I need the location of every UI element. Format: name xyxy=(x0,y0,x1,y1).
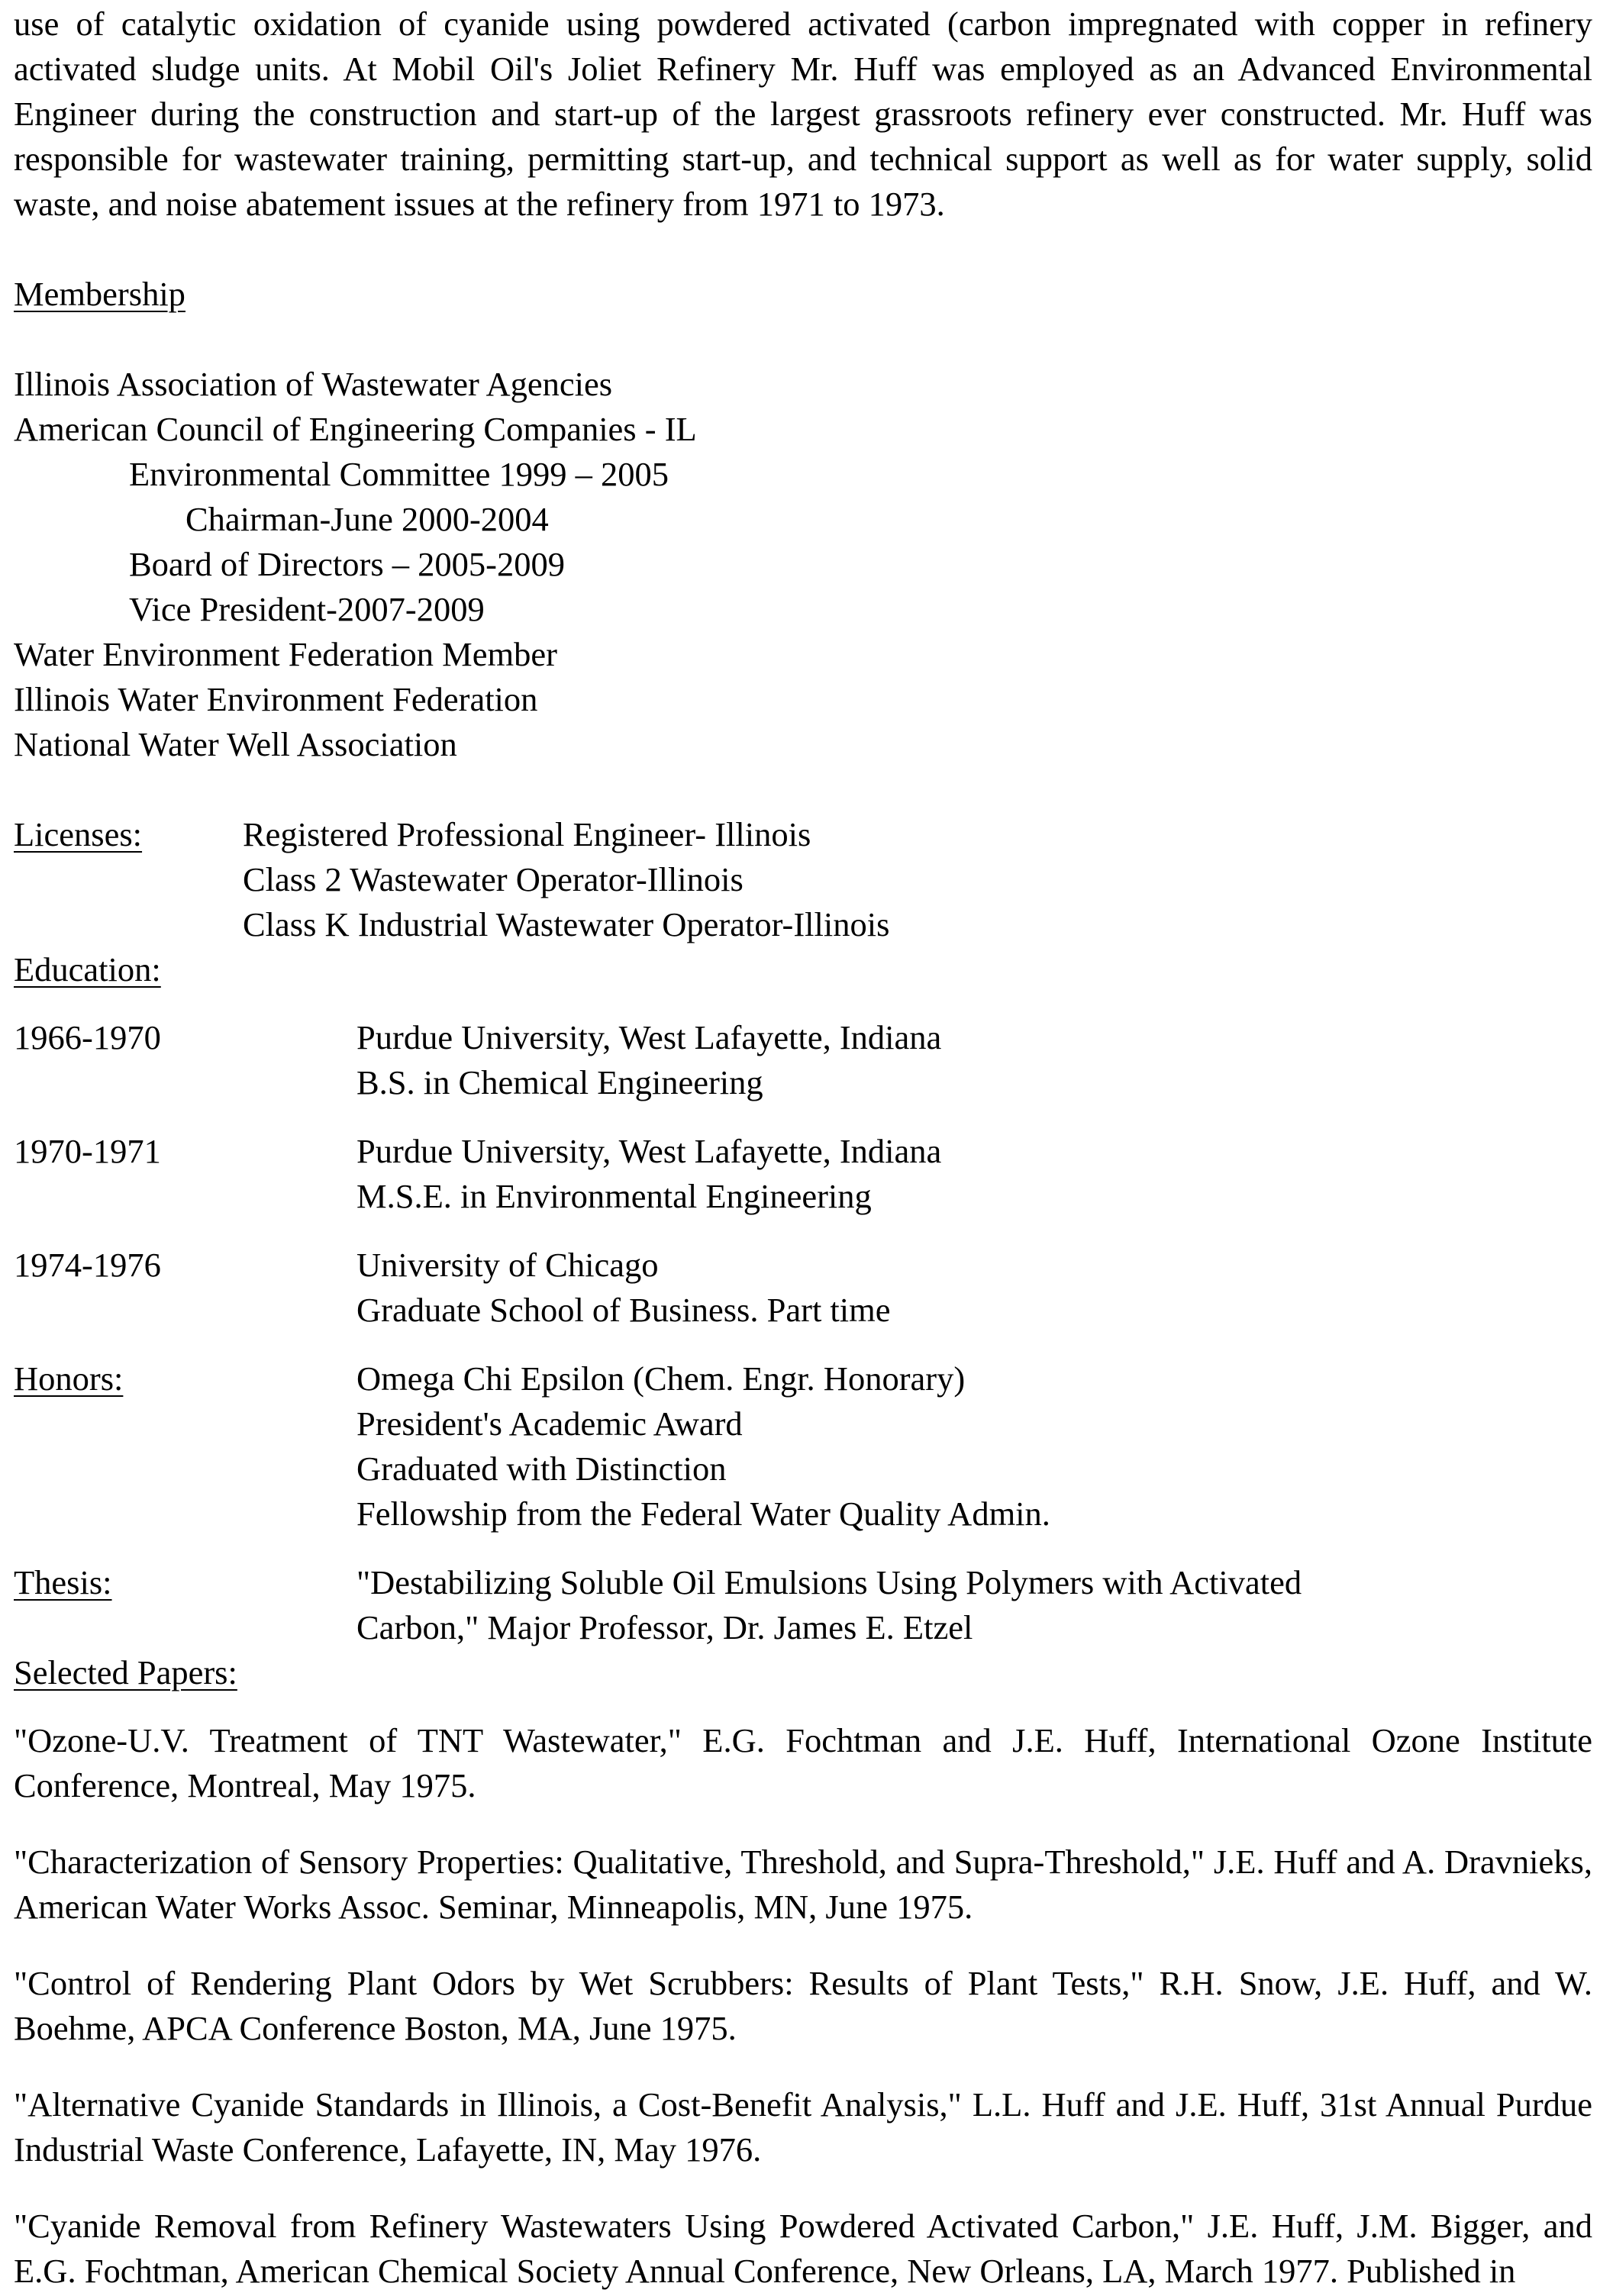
thesis-label: Thesis: xyxy=(14,1563,112,1601)
thesis-section xyxy=(14,1560,1592,1650)
honor-item: Omega Chi Epsilon (Chem. Engr. Honorary) xyxy=(356,1359,966,1398)
paper-citation: "Cyanide Removal from Refinery Wastewaters Using Powdered Activated Carbon," J.E. Huff, J.M. Bigger, and E.G. Fochtman, American Chemical Society Annual Conference, New Orleans, LA, March 1977. Published in xyxy=(14,2207,1592,2290)
licenses-label: Licenses: xyxy=(14,815,143,853)
membership-item: Illinois Water Environment Federation xyxy=(14,680,538,718)
education-years: 1974-1976 xyxy=(14,1246,161,1284)
education-entry xyxy=(14,1243,1592,1333)
membership-heading: Membership xyxy=(14,275,185,313)
membership-item: National Water Well Association xyxy=(14,725,457,763)
paper-citation: "Characterization of Sensory Properties: Qualitative, Threshold, and Supra-Threshold," J.E. Huff and A. Dravnieks, American Water Works Assoc. Seminar, Minneapolis, MN, June 1975. xyxy=(14,1843,1592,1926)
honors-section xyxy=(14,1356,1592,1537)
membership-subitem: Environmental Committee 1999 – 2005 xyxy=(129,455,669,493)
license-item: Class K Industrial Wastewater Operator-Illinois xyxy=(243,905,890,943)
license-item: Class 2 Wastewater Operator-Illinois xyxy=(243,860,744,898)
intro-paragraph: use of catalytic oxidation of cyanide using powdered activated (carbon impregnated with copper in refinery activated sludge units. At Mobil Oil's Joliet Refinery Mr. Huff was employed as an Advanced Environmental Engineer during the construction and start-up of the largest grassroots refinery ever constructed. Mr. Huff was responsible for wastewater training, permitting start-up, and technical support as well as for water supply, solid waste, and noise abatement issues at the refinery from 1971 to 1973. xyxy=(14,5,1592,223)
paper-citation: "Alternative Cyanide Standards in Illinois, a Cost-Benefit Analysis," L.L. Huff and J.E. Huff, 31st Annual Purdue Industrial Waste Conference, Lafayette, IN, May 1976. xyxy=(14,2085,1592,2169)
licenses-list xyxy=(243,812,1592,947)
education-years: 1966-1970 xyxy=(14,1018,161,1056)
education-institution: Purdue University, West Lafayette, Indiana xyxy=(356,1018,942,1056)
honor-item: President's Academic Award xyxy=(356,1404,743,1443)
membership-item: American Council of Engineering Companies - IL xyxy=(14,410,697,448)
education-heading: Education: xyxy=(14,950,161,988)
honors-list xyxy=(356,1356,1592,1537)
education-degree: B.S. in Chemical Engineering xyxy=(356,1063,763,1101)
membership-subitem: Chairman-June 2000-2004 xyxy=(185,500,549,538)
paper-citation: "Control of Rendering Plant Odors by Wet Scrubbers: Results of Plant Tests," R.H. Snow, J.E. Huff, and W. Boehme, APCA Conference Boston, MA, June 1975. xyxy=(14,1964,1592,2047)
papers-heading: Selected Papers: xyxy=(14,1653,237,1691)
education-degree: Graduate School of Business. Part time xyxy=(356,1291,891,1329)
license-item: Registered Professional Engineer- Illinois xyxy=(243,815,811,853)
thesis-title-line: "Destabilizing Soluble Oil Emulsions Using Polymers with Activated xyxy=(356,1563,1302,1601)
education-institution: University of Chicago xyxy=(356,1246,659,1284)
honor-item: Graduated with Distinction xyxy=(356,1450,727,1488)
education-degree: M.S.E. in Environmental Engineering xyxy=(356,1177,872,1215)
education-entry xyxy=(14,1129,1592,1219)
membership-item: Water Environment Federation Member xyxy=(14,635,557,673)
honor-item: Fellowship from the Federal Water Quality Admin. xyxy=(356,1495,1050,1533)
education-entry xyxy=(14,1015,1592,1105)
membership-subitem: Vice President-2007-2009 xyxy=(129,590,485,628)
membership-item: Illinois Association of Wastewater Agencies xyxy=(14,365,613,403)
licenses-section xyxy=(14,812,1592,947)
paper-citation: "Ozone-U.V. Treatment of TNT Wastewater," E.G. Fochtman and J.E. Huff, International Ozone Institute Conference, Montreal, May 1975. xyxy=(14,1721,1592,1804)
membership-subitem: Board of Directors – 2005-2009 xyxy=(129,545,565,583)
education-years: 1970-1971 xyxy=(14,1132,161,1170)
honors-label: Honors: xyxy=(14,1359,124,1398)
thesis-title-line: Carbon," Major Professor, Dr. James E. Etzel xyxy=(356,1608,973,1646)
membership-list xyxy=(14,362,1592,767)
education-institution: Purdue University, West Lafayette, Indiana xyxy=(356,1132,942,1170)
resume-body xyxy=(14,0,1592,2296)
papers-list xyxy=(14,1718,1592,2294)
